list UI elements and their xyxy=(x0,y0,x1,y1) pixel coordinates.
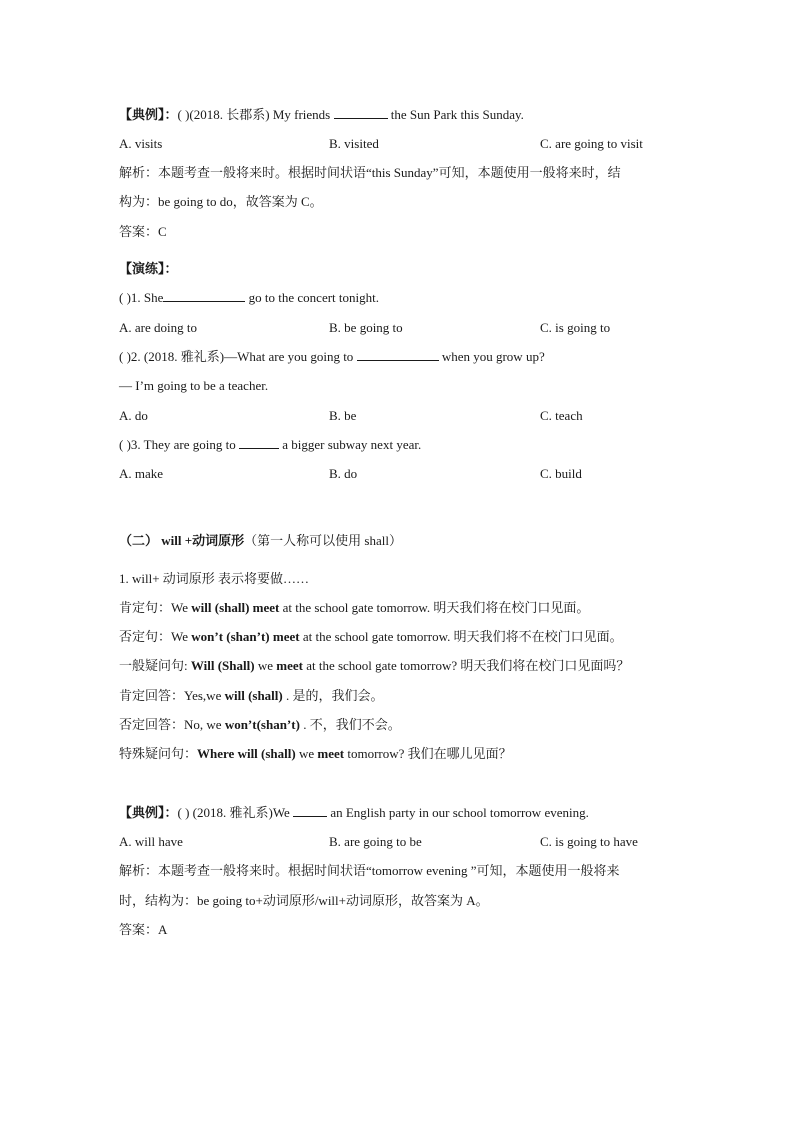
affirmative-text-1: We xyxy=(171,600,192,615)
q3-stem-end: a bigger subway next year. xyxy=(282,437,422,452)
section2-point: 1. will+ 动词原形 表示将要做…… xyxy=(119,571,310,586)
section-title: will +动词原形 xyxy=(161,533,245,548)
question-text-1: we xyxy=(254,658,277,673)
practice-q2 xyxy=(119,348,545,366)
q1-option-a: A. are doing to xyxy=(119,320,197,335)
q2-stem-end: when you grow up? xyxy=(441,349,545,364)
option-b: B. visited xyxy=(329,136,379,151)
question-stem-end: the Sun Park this Sunday. xyxy=(390,107,524,122)
q3-options xyxy=(119,465,679,483)
wh-question-bold-1: Where will (shall) xyxy=(197,746,296,761)
question-bold-1: Will (Shall) xyxy=(190,658,255,673)
q2-blank[interactable] xyxy=(357,348,439,361)
section-number: （二） xyxy=(119,533,159,548)
example1-analysis-line2: 构为：be going to do，故答案为 C。 xyxy=(119,194,323,209)
affirmative-bold: will (shall) meet xyxy=(191,600,280,615)
q1-options xyxy=(119,319,679,337)
example-label: 【典例】： xyxy=(119,107,178,122)
q3-option-c: C. build xyxy=(540,466,582,481)
answer-blank[interactable] xyxy=(334,106,388,119)
q2-stem: ( )2. (2018. 雅礼系)—What are you going to xyxy=(119,349,354,364)
wh-question-bold-2: meet xyxy=(317,746,345,761)
question-stem-end: an English party in our school tomorrow evening. xyxy=(330,805,589,820)
no-answer-text-1: No, we xyxy=(184,717,225,732)
question-stem: ( )(2018. 长郡系) My friends xyxy=(177,107,331,122)
example2-analysis-line2: 时，结构为：be going to+动词原形/will+动词原形，故答案为 A。 xyxy=(119,893,489,908)
no-answer xyxy=(119,716,401,734)
affirmative-text-2: at the school gate tomorrow. 明天我们将在校门口见面。 xyxy=(279,600,590,615)
example-label: 【典例】： xyxy=(119,805,178,820)
wh-question-label: 特殊疑问句： xyxy=(119,746,198,761)
question-stem: ( ) (2018. 雅礼系)We xyxy=(177,805,290,820)
q3-blank[interactable] xyxy=(239,436,279,449)
example1-analysis-line1: 解析：本题考查一般将来时。根据时间状语“this Sunday”可知，本题使用一般将来时，结 xyxy=(119,165,621,180)
q1-option-c: C. is going to xyxy=(540,320,611,335)
negative-text-1: We xyxy=(171,629,192,644)
answer-blank[interactable] xyxy=(293,804,327,817)
negative-label: 否定句： xyxy=(119,629,172,644)
q2-option-c: C. teach xyxy=(540,408,583,423)
example1-question xyxy=(119,106,524,124)
affirmative-label: 肯定句： xyxy=(119,600,172,615)
affirmative-sentence xyxy=(119,599,589,617)
q3-option-b: B. do xyxy=(329,466,358,481)
q2-reply: — I’m going to be a teacher. xyxy=(119,378,269,393)
q1-stem-end: go to the concert tonight. xyxy=(248,290,380,305)
negative-bold: won’t (shan’t) meet xyxy=(191,629,300,644)
practice-label: 【演练】： xyxy=(119,261,178,276)
q2-option-a: A. do xyxy=(119,408,148,423)
question-bold-2: meet xyxy=(276,658,303,673)
practice-q1 xyxy=(119,289,379,307)
example1-options xyxy=(119,135,679,153)
negative-text-2: at the school gate tomorrow. 明天我们将不在校门口见面。 xyxy=(299,629,623,644)
no-answer-text-2: . 不，我们不会。 xyxy=(299,717,401,732)
yes-answer-label: 肯定回答： xyxy=(119,688,185,703)
q1-stem: ( )1. She xyxy=(119,290,164,305)
section-note: （第一人称可以使用 shall） xyxy=(244,533,402,548)
yes-answer xyxy=(119,687,384,705)
wh-question xyxy=(119,745,512,763)
yes-no-question xyxy=(119,657,629,675)
question-text-2: at the school gate tomorrow? 明天我们将在校门口见面吗？ xyxy=(302,658,630,673)
q3-stem: ( )3. They are going to xyxy=(119,437,236,452)
q2-option-b: B. be xyxy=(329,408,357,423)
section2-heading xyxy=(119,532,402,550)
option-c: C. is going to have xyxy=(540,834,638,849)
q2-options xyxy=(119,407,679,425)
no-answer-label: 否定回答： xyxy=(119,717,185,732)
yes-answer-text-2: . 是的，我们会。 xyxy=(282,688,384,703)
yes-answer-text-1: Yes,we xyxy=(184,688,225,703)
q1-option-b: B. be going to xyxy=(329,320,403,335)
question-label: 一般疑问句: xyxy=(119,658,191,673)
negative-sentence xyxy=(119,628,623,646)
example2-question xyxy=(119,804,589,822)
no-answer-bold: won’t(shan’t) xyxy=(224,717,300,732)
option-b: B. are going to be xyxy=(329,834,422,849)
option-a: A. will have xyxy=(119,834,183,849)
option-c: C. are going to visit xyxy=(540,136,643,151)
example2-answer: 答案：A xyxy=(119,922,168,937)
q1-blank[interactable] xyxy=(163,289,245,302)
yes-answer-bold: will (shall) xyxy=(224,688,283,703)
wh-question-text-2: tomorrow? 我们在哪儿见面？ xyxy=(344,746,512,761)
q3-option-a: A. make xyxy=(119,466,164,481)
example2-options xyxy=(119,833,679,851)
practice-q3 xyxy=(119,436,421,454)
wh-question-text-1: we xyxy=(295,746,318,761)
example1-answer: 答案：C xyxy=(119,224,167,239)
example2-analysis-line1: 解析：本题考查一般将来时。根据时间状语“tomorrow evening ”可知，本题使用一般将来 xyxy=(119,863,620,878)
option-a: A. visits xyxy=(119,136,163,151)
